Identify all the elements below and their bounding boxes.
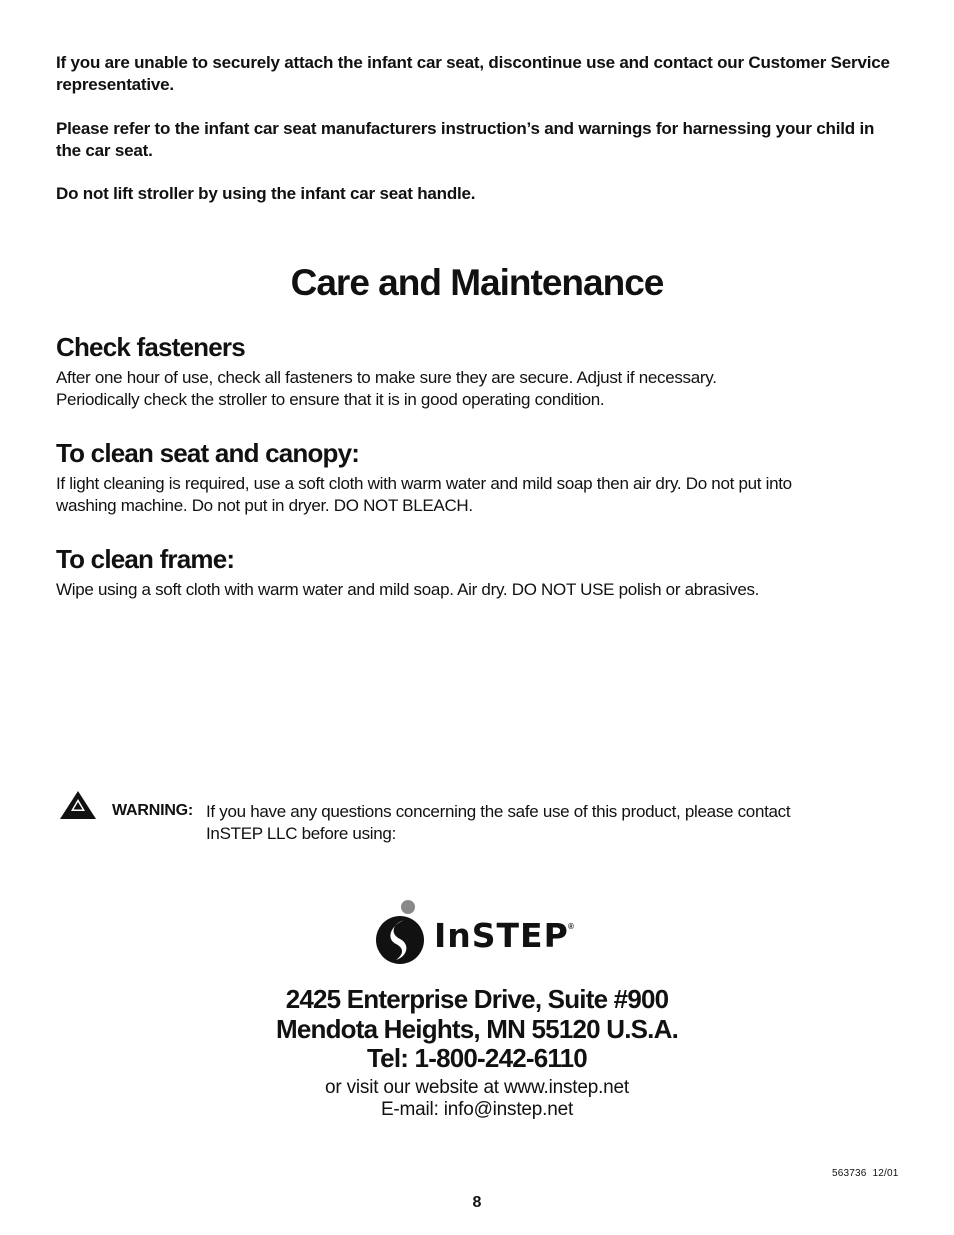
section-title-clean-frame: To clean frame:	[56, 544, 235, 574]
section-body-clean-frame	[56, 579, 896, 601]
section-title-check-fasteners: Check fasteners	[56, 332, 245, 362]
section-line: If light cleaning is required, use a soft cloth with warm water and mild soap then air dry. Do not put into	[56, 474, 792, 493]
section-line: After one hour of use, check all fasteners to make sure they are secure. Adjust if necessary.	[56, 368, 717, 387]
website-line: or visit our website at www.instep.net	[325, 1077, 629, 1098]
note-refer-manufacturer: Please refer to the infant car seat manufacturers instruction’s and warnings for harnessing your child in the car seat.	[56, 119, 875, 160]
phone-number: Tel: 1-800-242-6110	[367, 1043, 587, 1073]
warning-line: If you have any questions concerning the safe use of this product, please contact	[206, 802, 791, 821]
document-code: 563736 12/01	[832, 1168, 899, 1179]
instep-logo-mark-icon	[374, 898, 426, 966]
warning-line: InSTEP LLC before using:	[206, 824, 396, 843]
address-line-1: 2425 Enterprise Drive, Suite #900	[285, 984, 669, 1014]
section-title-clean-seat: To clean seat and canopy:	[56, 438, 360, 468]
section-line: Wipe using a soft cloth with warm water and mild soap. Air dry. DO NOT USE polish or abrasives.	[56, 580, 760, 599]
page-number: 8	[472, 1194, 482, 1211]
section-line: Periodically check the stroller to ensure that it is in good operating condition.	[56, 390, 605, 409]
note-unable-to-attach: If you are unable to securely attach the infant car seat, discontinue use and contact our Customer Service representative.	[56, 53, 890, 94]
address-line-2: Mendota Heights, MN 55120 U.S.A.	[275, 1014, 679, 1044]
registered-mark: ®	[568, 922, 574, 931]
section-body-check-fasteners	[56, 367, 896, 411]
email-line: E-mail: info@instep.net	[380, 1099, 574, 1120]
page-title: Care and Maintenance	[290, 262, 664, 303]
instep-logo	[374, 898, 580, 966]
instep-logo-wordmark: InSTEP	[434, 916, 569, 955]
section-line: washing machine. Do not put in dryer. DO NOT BLEACH.	[56, 496, 473, 515]
note-do-not-lift: Do not lift stroller by using the infant car seat handle.	[56, 184, 476, 203]
warning-text	[206, 801, 886, 845]
section-body-clean-seat	[56, 473, 896, 517]
warning-triangle-icon	[59, 790, 97, 820]
warning-label: WARNING:	[112, 802, 194, 819]
